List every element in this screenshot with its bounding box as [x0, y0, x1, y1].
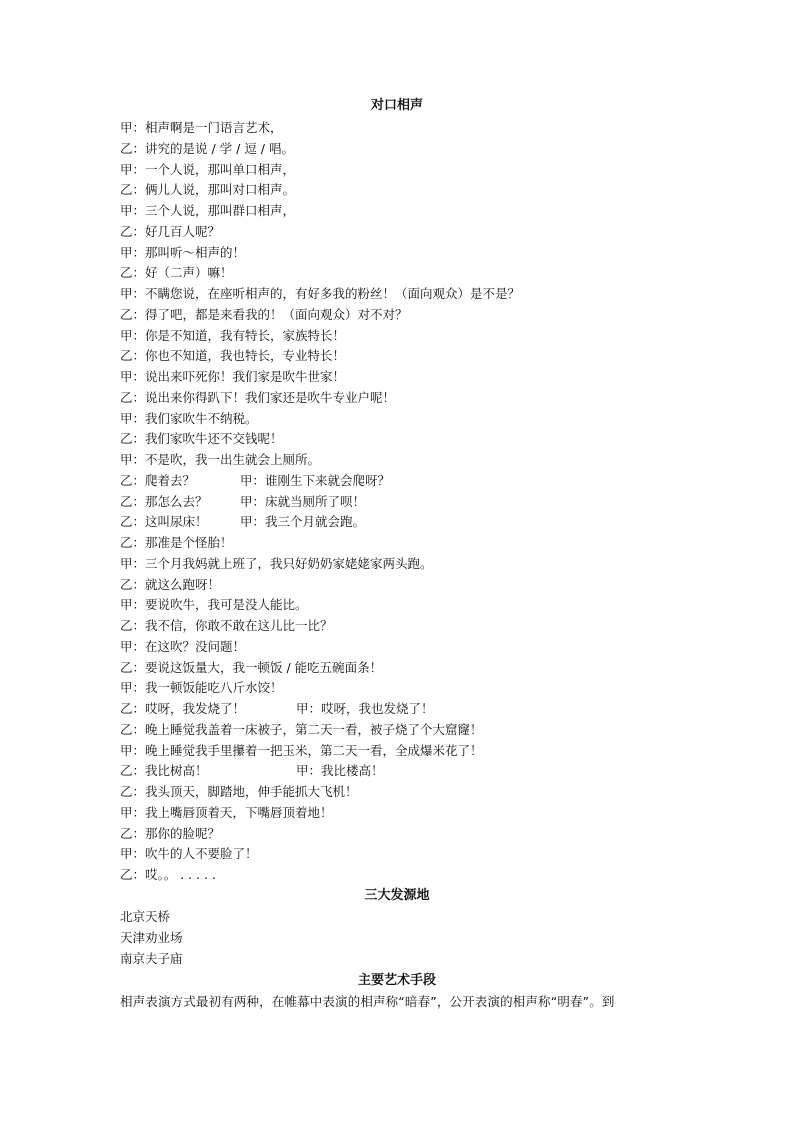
- dialogue-line: 乙：晚上睡觉我盖着一床被子，第二天一看，被子烧了个大窟窿！: [120, 721, 483, 737]
- techniques-paragraph: 相声表演方式最初有两种，在帷幕中表演的相声称“暗春”，公开表演的相声称“明春”。到: [120, 994, 615, 1009]
- dialogue-segment-left: 乙：我比树高！: [120, 763, 208, 779]
- origin-item: 天津劝业场: [120, 930, 183, 945]
- dialogue-line: 甲：晚上睡觉我手里攥着一把玉米，第二天一看，全成爆米花了！: [120, 742, 483, 758]
- dialogue-line: 甲：你是不知道，我有特长，家族特长！: [120, 327, 346, 343]
- dialogue-line: 甲：不瞒您说，在座听相声的，有好多我的粉丝！（面向观众）是不是？: [120, 286, 521, 301]
- dialogue-segment-left: 乙：这叫尿床！: [120, 514, 208, 530]
- dialogue-line: 乙：就这么跑呀！: [120, 576, 221, 592]
- section-title-dialogue: 对口相声: [370, 98, 423, 113]
- dialogue-line: 甲：三个月我妈就上班了，我只好奶奶家姥姥家两头跑。: [120, 555, 433, 571]
- dialogue-line: 甲：相声啊是一门语言艺术，: [120, 120, 283, 135]
- dialogue-segment-right: 甲：我三个月就会跑。: [240, 514, 366, 530]
- dialogue-line: 乙：得了吧，都是来看我的！（面向观众）对不对？: [120, 306, 408, 322]
- dialogue-line: 甲：那叫听～相声的！: [120, 244, 246, 260]
- dialogue-line: 甲：不是吹，我一出生就会上厕所。: [120, 452, 321, 467]
- dialogue-line: 乙：俩儿人说，那叫对口相声。: [120, 182, 296, 198]
- dialogue-line: 甲：要说吹牛，我可是没人能比。: [120, 597, 308, 613]
- dialogue-line: 乙：要说这饭量大，我一顿饭 / 能吃五碗面条！: [120, 659, 383, 675]
- dialogue-line: 甲：说出来吓死你！我们家是吹牛世家！: [120, 369, 346, 384]
- dialogue-segment-right: 甲：我比楼高！: [296, 763, 384, 779]
- dialogue-segment-right: 甲：谁刚生下来就会爬呀？: [240, 472, 391, 488]
- dialogue-segment-left: 乙：那怎么去？: [120, 493, 208, 509]
- dialogue-line: 乙：好（二声）嘛！: [120, 265, 233, 281]
- dialogue-line: 乙：我头顶天，脚踏地，伸手能抓大飞机！: [120, 784, 358, 799]
- dialogue-line: 甲：一个人说，那叫单口相声，: [120, 161, 296, 177]
- dialogue-line: 乙：讲究的是说 / 学 / 逗 / 唱。: [120, 140, 294, 156]
- dialogue-line: 乙：我们家吹牛还不交钱呢！: [120, 431, 283, 447]
- dialogue-segment-left: 乙：哎呀，我发烧了！: [120, 701, 246, 716]
- dialogue-segment-left: 乙：爬着去？: [120, 472, 196, 488]
- dialogue-line: 甲：吹牛的人不要脸了！: [120, 846, 258, 862]
- origin-item: 北京天桥: [120, 909, 171, 924]
- dialogue-line: 乙：你也不知道，我也特长，专业特长！: [120, 348, 346, 364]
- dialogue-segment-right: 甲：床就当厕所了呗！: [240, 493, 366, 509]
- dialogue-line: 甲：我一顿饭能吃八斤水饺！: [120, 680, 283, 696]
- section-title-techniques: 主要艺术手段: [357, 973, 436, 988]
- dialogue-line: 乙：说出来你得趴下！我们家还是吹牛专业户呢！: [120, 389, 396, 405]
- dialogue-line: 甲：在这吹？没问题！: [120, 638, 246, 654]
- dialogue-line: 乙：我不信，你敢不敢在这儿比一比？: [120, 618, 333, 633]
- dialogue-line: 乙：哎。。 . . . . .: [120, 867, 216, 882]
- dialogue-line: 甲：我上嘴唇顶着天，下嘴唇顶着地！: [120, 804, 333, 820]
- dialogue-line: 乙：那你的脸呢？: [120, 825, 221, 841]
- dialogue-line: 甲：三个人说，那叫群口相声，: [120, 203, 296, 218]
- dialogue-segment-right: 甲：哎呀，我也发烧了！: [296, 701, 434, 716]
- dialogue-line: 甲：我们家吹牛不纳税。: [120, 410, 258, 426]
- origin-item: 南京夫子庙: [120, 951, 183, 966]
- dialogue-line: 乙：好几百人呢？: [120, 223, 221, 239]
- section-title-origins: 三大发源地: [364, 888, 430, 903]
- dialogue-line: 乙：那准是个怪胎！: [120, 535, 233, 550]
